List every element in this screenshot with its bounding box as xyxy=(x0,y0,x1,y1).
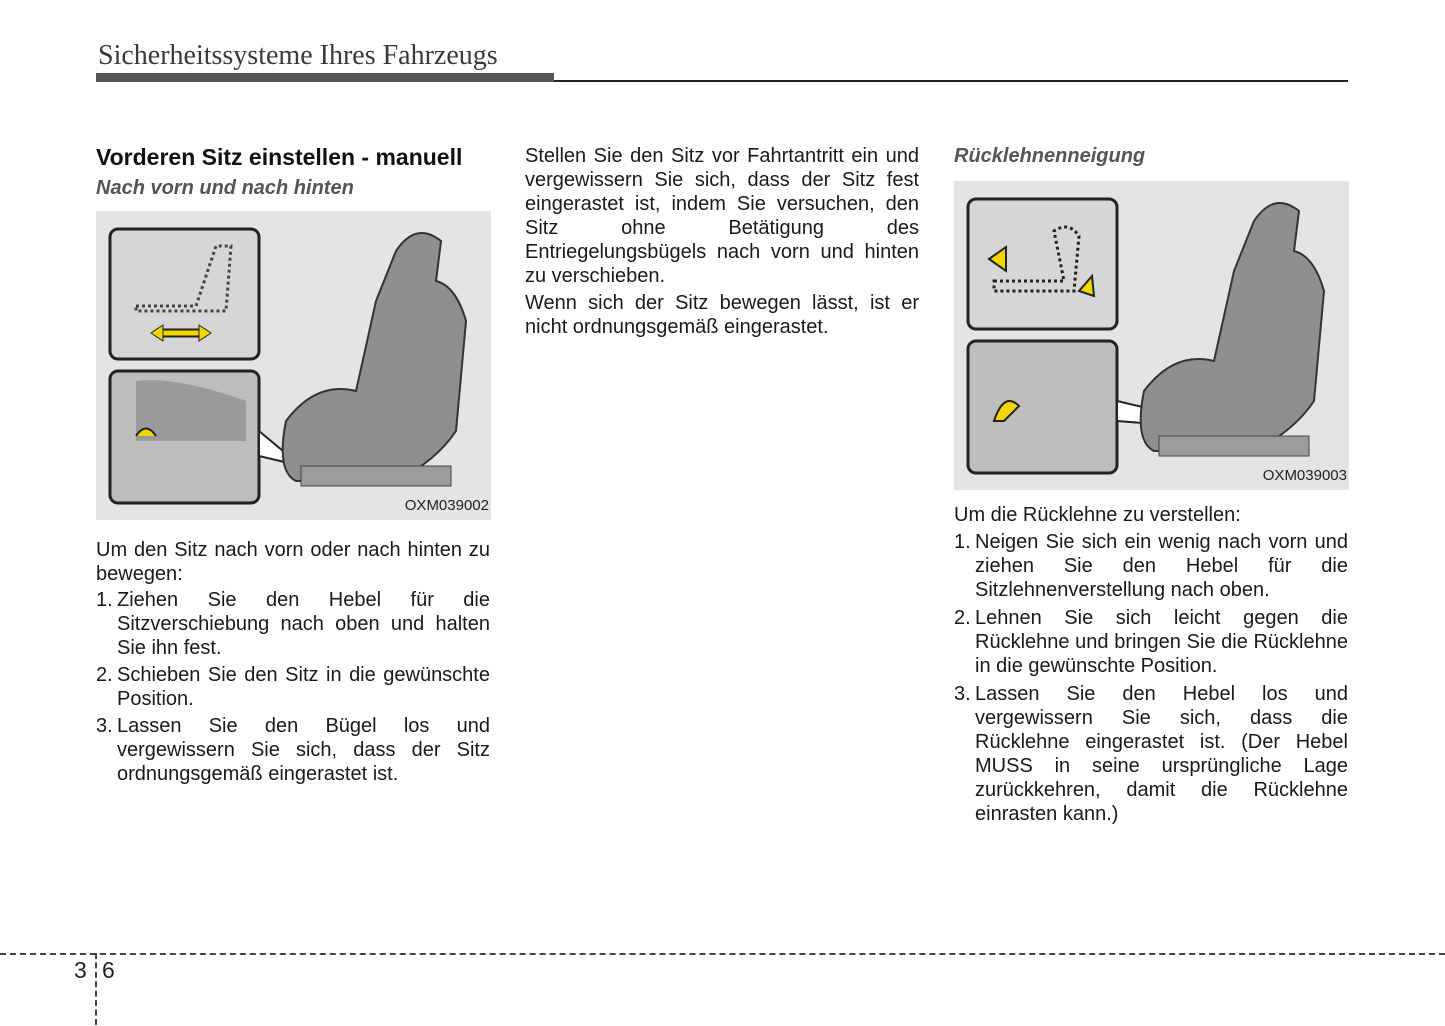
column-middle xyxy=(525,144,919,339)
step-number: 1. xyxy=(954,531,971,553)
subheading-backrest-angle: Rücklehnenneigung xyxy=(954,145,1146,167)
subheading-forward-backward: Nach vorn und nach hinten xyxy=(96,177,354,199)
step-text: Lehnen Sie sich leicht gegen die Rücklehne und bringen Sie die Rücklehne in die gewünschte Position. xyxy=(975,607,1348,677)
page-number: 6 xyxy=(102,957,115,983)
backrest-recline-illustration xyxy=(954,181,1349,490)
step-number: 1. xyxy=(96,589,113,611)
step-number: 2. xyxy=(954,607,971,629)
list-item xyxy=(96,714,490,786)
steps-list xyxy=(96,588,490,786)
paragraph: Wenn sich der Sitz bewegen lässt, ist er nicht ordnungsgemäß eingerastet. xyxy=(525,292,919,338)
step-text: Schieben Sie den Sitz in die gewünschte Position. xyxy=(117,664,490,710)
footer-page-divider xyxy=(95,953,97,1025)
figure-backrest-recline xyxy=(954,181,1349,490)
paragraph: Stellen Sie den Sitz vor Fahrtantritt ein und vergewissern Sie sich, dass der Sitz fest eingerastet ist, indem Sie versuchen, den Sitz ohne Betätigung des Entriegelungsbügels nach vorn und hinten zu verschieben. xyxy=(525,145,919,287)
intro-text: Um den Sitz nach vorn oder nach hinten zu bewegen: xyxy=(96,539,490,585)
list-item xyxy=(954,682,1348,826)
header-bar xyxy=(96,73,554,82)
step-text: Neigen Sie sich ein wenig nach vorn und ziehen Sie den Hebel für die Sitzlehnenverstellung nach oben. xyxy=(975,531,1348,601)
step-text: Lassen Sie den Bügel los und vergewissern Sie sich, dass der Sitz ordnungsgemäß eingerastet ist. xyxy=(117,715,490,785)
step-number: 2. xyxy=(96,664,113,686)
column-right xyxy=(954,143,1348,826)
chapter-number: 3 xyxy=(74,957,87,983)
list-item xyxy=(96,663,490,711)
figure-caption: OXM039002 xyxy=(404,497,489,514)
section-title: Sicherheitssysteme Ihres Fahrzeugs xyxy=(98,40,498,71)
heading-seat-adjust: Vorderen Sitz einstellen - manuell xyxy=(96,144,463,170)
header-rule xyxy=(554,80,1348,82)
figure-seat-slide xyxy=(96,211,491,520)
step-number: 3. xyxy=(96,715,113,737)
intro-text: Um die Rücklehne zu verstellen: xyxy=(954,504,1241,526)
seat-slide-illustration xyxy=(96,211,491,520)
step-number: 3. xyxy=(954,683,971,705)
list-item xyxy=(954,606,1348,678)
step-text: Ziehen Sie den Hebel für die Sitzverschiebung nach oben und halten Sie ihn fest. xyxy=(117,589,490,659)
column-left xyxy=(96,143,490,786)
list-item xyxy=(96,588,490,660)
footer-dashed-rule xyxy=(0,953,1445,955)
figure-caption: OXM039003 xyxy=(1262,467,1347,484)
steps-list xyxy=(954,530,1348,826)
step-text: Lassen Sie den Hebel los und vergewissern Sie sich, dass die Rücklehne eingerastet ist. (Der Hebel MUSS in seine ursprüngliche Lage zurückkehren, damit die Rücklehne einrasten kann.) xyxy=(975,683,1348,825)
list-item xyxy=(954,530,1348,602)
